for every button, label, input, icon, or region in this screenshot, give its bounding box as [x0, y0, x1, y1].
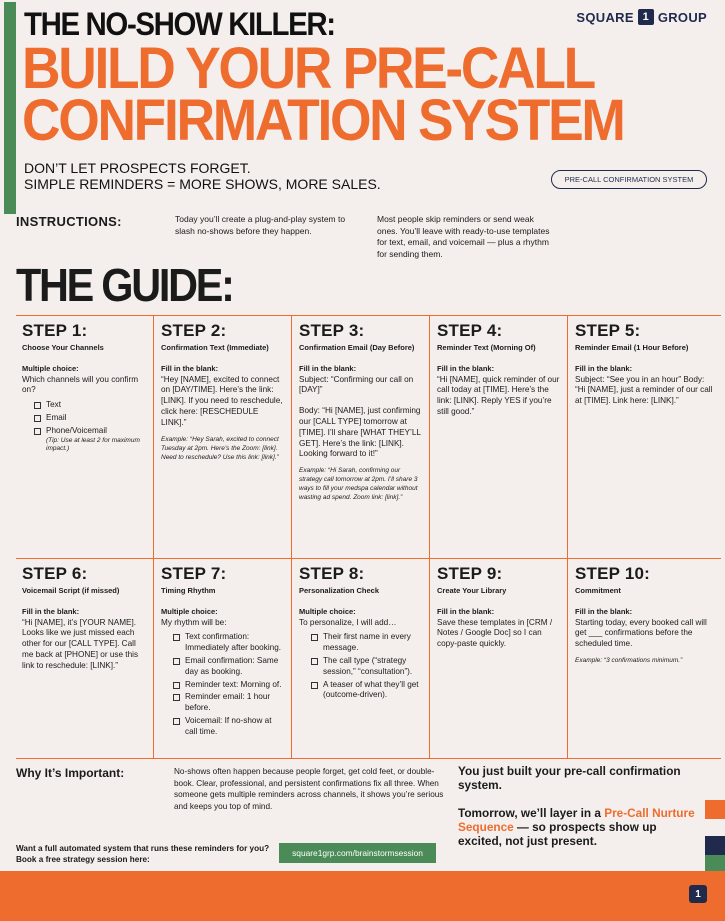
brand-name-part1: SQUARE — [576, 9, 634, 25]
option-item[interactable] — [311, 656, 423, 678]
option-email[interactable] — [34, 413, 147, 424]
step-card — [154, 316, 292, 559]
option-item[interactable] — [173, 632, 285, 654]
step-number: STEP 3: — [299, 321, 365, 340]
step-lead: Multiple choice: — [161, 606, 218, 616]
step-card — [568, 316, 721, 559]
step-number: STEP 4: — [437, 321, 503, 340]
step-lead: Fill in the blank: — [161, 363, 219, 373]
closing-text-2: — so prospects show up excited, not just present. — [458, 820, 657, 848]
instructions-text-a: Today you’ll create a plug-and-play system to slash no-shows before they happen. — [175, 214, 346, 236]
step-text: “Hi [NAME], it’s [YOUR NAME]. Looks like we just missed each other for our [CALL TYPE]. Call me back at [PHONE] or use this link to reschedule: [LINK].” — [22, 617, 139, 670]
step-lead: Multiple choice: — [299, 606, 356, 616]
green-square — [705, 855, 725, 871]
step-title: Reminder Email (1 Hour Before) — [575, 343, 689, 352]
step-card — [292, 559, 430, 759]
option-label: The call type (“strategy session,” “consultation”). — [323, 655, 413, 676]
step-card — [568, 559, 721, 759]
brand-name-part2: GROUP — [657, 9, 707, 25]
closing-built: You just built your pre-call confirmation system. — [458, 764, 681, 792]
step-text: “Hey [NAME], excited to connect on [DAY/TIME]. Here’s the link: [LINK]. If you need to reschedule, click here: [RESCHEDULE LINK].” — [161, 374, 283, 427]
step-lead: Fill in the blank: — [22, 606, 80, 616]
checkbox[interactable] — [34, 428, 41, 435]
step-lead: Multiple choice: — [22, 363, 79, 373]
step-example: Example: “Hey Sarah, excited to connect Tuesday at 2pm. Here’s the Zoom: [link]. Need to reschedule? Use this link: [link].” — [161, 435, 279, 461]
brand-logo — [576, 9, 707, 25]
header-kicker: THE NO-SHOW KILLER: — [24, 6, 335, 42]
why-label: Why It’s Important: — [16, 766, 125, 780]
step-text-body: Body: “Hi [NAME], just confirming our [CALL TYPE] tomorrow at [TIME]. I’ll share [WHAT THEY’LL GET]. Here’s the link: [LINK]. Looking forward to it!” — [299, 406, 421, 459]
step-title: Confirmation Text (Immediate) — [161, 343, 269, 352]
step-text: Starting today, every booked call will get ___ confirmations before the scheduled time. — [575, 617, 707, 649]
checkbox[interactable] — [311, 634, 318, 641]
why-text: No-shows often happen because people forget, get cold feet, or double-book. Clear, professional, and persistent confirmations fix all three. When someone gets multiple reminders across channels, it shows you’re serious and keeps you top of mind. — [174, 767, 444, 811]
step-text: My rhythm will be: — [161, 617, 227, 627]
step-example: Example: “Hi Sarah, confirming our strategy call tomorrow at 2pm. I’ll share 3 ways to fill your medspa calendar without wasting ad spend. Zoom link: [link].” — [299, 467, 418, 502]
topic-pill: PRE-CALL CONFIRMATION SYSTEM — [551, 170, 707, 189]
step-title: Personalization Check — [299, 586, 380, 595]
step-number: STEP 1: — [22, 321, 88, 340]
step-number: STEP 5: — [575, 321, 641, 340]
step-card — [430, 316, 568, 559]
brand-logo-icon: 1 — [638, 9, 654, 25]
step-number: STEP 2: — [161, 321, 227, 340]
option-label: Email confirmation: Same day as booking. — [185, 655, 279, 676]
step-title: Choose Your Channels — [22, 343, 104, 352]
step-card — [292, 316, 430, 559]
step-title: Create Your Library — [437, 586, 507, 595]
step-text: Subject: “See you in an hour” Body: “Hi [NAME], just a reminder of our call at [TIME]. Link here: [LINK].” — [575, 374, 713, 406]
option-label: A teaser of what they’ll get (outcome-driven). — [323, 679, 419, 700]
step-lead: Fill in the blank: — [437, 606, 495, 616]
option-phone[interactable] — [34, 426, 147, 437]
step-title: Timing Rhythm — [161, 586, 216, 595]
checkbox[interactable] — [311, 682, 318, 689]
closing-tomorrow — [458, 806, 698, 848]
guide-title: THE GUIDE: — [16, 259, 233, 311]
headline-line-1: BUILD YOUR PRE-CALL — [22, 36, 594, 101]
subheadline-line-1: DON’T LET PROSPECTS FORGET. — [24, 160, 251, 176]
option-item[interactable] — [311, 632, 423, 654]
instructions-label: INSTRUCTIONS: — [16, 214, 122, 229]
option-item[interactable] — [311, 680, 423, 702]
option-label: Voicemail: If no-show at call time. — [185, 715, 272, 736]
step-number: STEP 9: — [437, 564, 503, 583]
option-label: Reminder text: Morning of. — [185, 679, 282, 689]
booking-link-button[interactable]: square1grp.com/brainstormsession — [279, 843, 436, 863]
step-lead: Fill in the blank: — [299, 363, 357, 373]
step-lead: Fill in the blank: — [437, 363, 495, 373]
step-title: Commitment — [575, 586, 621, 595]
option-label: Text — [46, 400, 62, 410]
headline-line-2: CONFIRMATION SYSTEM — [22, 88, 624, 153]
step-text: Save these templates in [CRM / Notes / Google Doc] so I can copy-paste quickly. — [437, 617, 553, 649]
option-label: Reminder email: 1 hour before. — [185, 692, 271, 713]
option-list — [161, 632, 285, 737]
option-label: Email — [46, 412, 67, 422]
step-text: Which channels will you confirm on? — [22, 374, 139, 395]
option-list — [299, 632, 423, 701]
closing-text-1: Tomorrow, we’ll layer in a — [458, 806, 605, 820]
footer-band — [0, 871, 725, 921]
closing-highlight: Pre-Call Nurture Sequence — [458, 806, 695, 834]
option-text[interactable] — [34, 400, 147, 411]
step-number: STEP 7: — [161, 564, 227, 583]
option-item[interactable] — [173, 656, 285, 678]
step-title: Reminder Text (Morning Of) — [437, 343, 536, 352]
instructions-text-b: Most people skip reminders or send weak ones. You’ll leave with ready-to-use templates for text, email, and voicemail — plus a rhythm for sending them. — [377, 214, 550, 259]
orange-square — [705, 800, 725, 819]
checkbox[interactable] — [173, 682, 180, 689]
option-label: Text confirmation: Immediately after booking. — [185, 632, 282, 653]
option-item[interactable] — [173, 692, 285, 714]
checkbox[interactable] — [173, 658, 180, 665]
navy-square — [705, 836, 725, 855]
option-label: Phone/Voicemail — [46, 425, 107, 435]
checkbox[interactable] — [311, 658, 318, 665]
option-list — [22, 400, 147, 436]
step-number: STEP 8: — [299, 564, 365, 583]
checkbox[interactable] — [34, 402, 41, 409]
step-title: Confirmation Email (Day Before) — [299, 343, 415, 352]
step-tip: (Tip: Use at least 2 for maximum impact.) — [46, 436, 140, 453]
option-item[interactable] — [173, 680, 285, 691]
subheadline — [24, 160, 381, 192]
checkbox[interactable] — [173, 718, 180, 725]
step-lead: Fill in the blank: — [575, 363, 633, 373]
steps-grid — [16, 315, 721, 758]
step-title: Voicemail Script (if missed) — [22, 586, 120, 595]
step-card — [430, 559, 568, 759]
step-card — [154, 559, 292, 759]
checkbox[interactable] — [34, 415, 41, 422]
step-example: Example: “3 confirmations minimum.” — [575, 656, 683, 664]
checkbox[interactable] — [173, 634, 180, 641]
subheadline-line-2: SIMPLE REMINDERS = MORE SHOWS, MORE SALES. — [24, 176, 381, 192]
step-number: STEP 10: — [575, 564, 650, 583]
step-number: STEP 6: — [22, 564, 88, 583]
option-item[interactable] — [173, 716, 285, 738]
option-label: Their first name in every message. — [323, 632, 411, 653]
step-card — [16, 559, 154, 759]
footer-logo-icon: 1 — [689, 885, 707, 903]
checkbox[interactable] — [173, 694, 180, 701]
cta-text: Want a full automated system that runs these reminders for you? Book a free strategy session here: — [16, 844, 270, 864]
step-text: “Hi [NAME], quick reminder of our call today at [TIME]. Here’s the link: [LINK]. Reply YES if you’re still good.” — [437, 374, 560, 416]
step-card — [16, 316, 154, 559]
accent-bar — [4, 2, 16, 214]
step-text: To personalize, I will add… — [299, 617, 397, 627]
step-lead: Fill in the blank: — [575, 606, 633, 616]
step-text: Subject: “Confirming our call on [DAY]” — [299, 374, 414, 395]
